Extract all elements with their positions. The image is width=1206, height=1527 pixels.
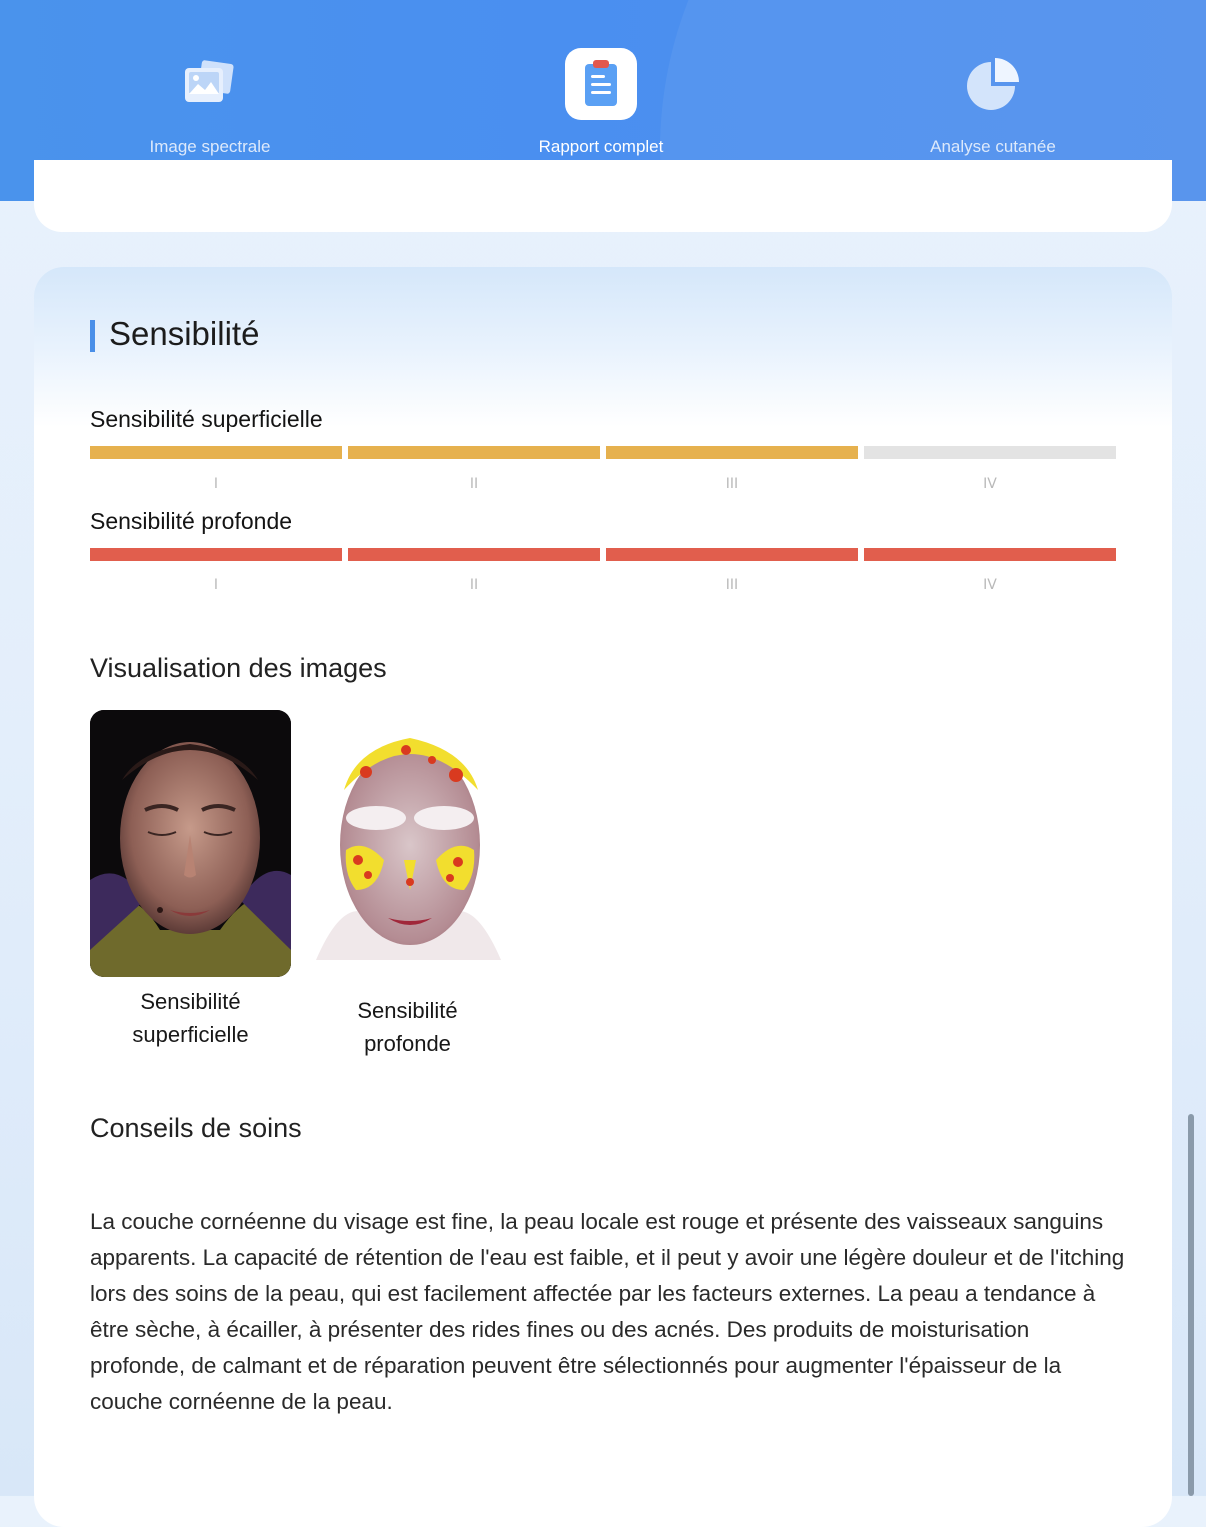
nav-label: Rapport complet xyxy=(538,137,664,156)
level-segment xyxy=(348,446,600,459)
clipboard-report-icon xyxy=(565,48,637,120)
level-segment xyxy=(606,446,858,459)
caption-line: profonde xyxy=(364,1031,451,1056)
previous-card xyxy=(34,160,1172,232)
level-tick: I xyxy=(213,577,219,593)
level-tick: IV xyxy=(983,476,997,492)
nav-label: Analyse cutanée xyxy=(930,137,1056,156)
level-segment xyxy=(864,548,1116,561)
nav-label: Image spectrale xyxy=(149,137,271,156)
superficial-sensitivity-image[interactable] xyxy=(90,710,291,977)
level-tick: II xyxy=(469,476,479,492)
level-segment xyxy=(348,548,600,561)
face-photo-illustration xyxy=(90,710,291,977)
deep-sensitivity-image[interactable] xyxy=(306,720,509,982)
level-segment xyxy=(606,548,858,561)
level-tick: III xyxy=(725,476,739,492)
image-caption xyxy=(90,985,291,1051)
level-tick: I xyxy=(213,476,219,492)
level-tick: IV xyxy=(983,577,997,593)
images-icon xyxy=(174,48,246,120)
level-segment xyxy=(864,446,1116,459)
image-caption xyxy=(307,994,508,1060)
advice-section-title: Conseils de soins xyxy=(90,1113,302,1143)
caption-line: superficielle xyxy=(132,1022,249,1047)
advice-text: La couche cornéenne du visage est fine, la peau locale est rouge et présente des vaisseaux sanguins apparents. La capacité de rétention de l'eau est faible, et il peut y avoir une légère douleur et de l'itching lors des soins de la peau, qui est facilement affectée par les facteurs externes. La peau a tendance à être sèche, à écailler, à présenter des rides fines ou des acnés. Des produits de moisturisation profonde, de calmant et de réparation peuvent être sélectionnés pour augmenter l'épaisseur de la couche cornéenne de la peau. xyxy=(90,1209,1125,1414)
caption-line: Sensibilité xyxy=(140,989,241,1014)
title-accent-bar xyxy=(90,320,95,352)
face-heatmap-illustration xyxy=(306,720,509,982)
images-section-title: Visualisation des images xyxy=(90,653,387,683)
level-segment xyxy=(90,548,342,561)
level-tick: III xyxy=(725,577,739,593)
caption-line: Sensibilité xyxy=(357,998,458,1023)
metric-label-superficial: Sensibilité superficielle xyxy=(90,406,323,432)
scrollbar[interactable] xyxy=(1188,1114,1194,1496)
level-segment xyxy=(90,446,342,459)
level-tick: II xyxy=(469,577,479,593)
pie-chart-icon xyxy=(957,48,1029,120)
section-title: Sensibilité xyxy=(109,315,260,352)
metric-label-deep: Sensibilité profonde xyxy=(90,508,293,534)
